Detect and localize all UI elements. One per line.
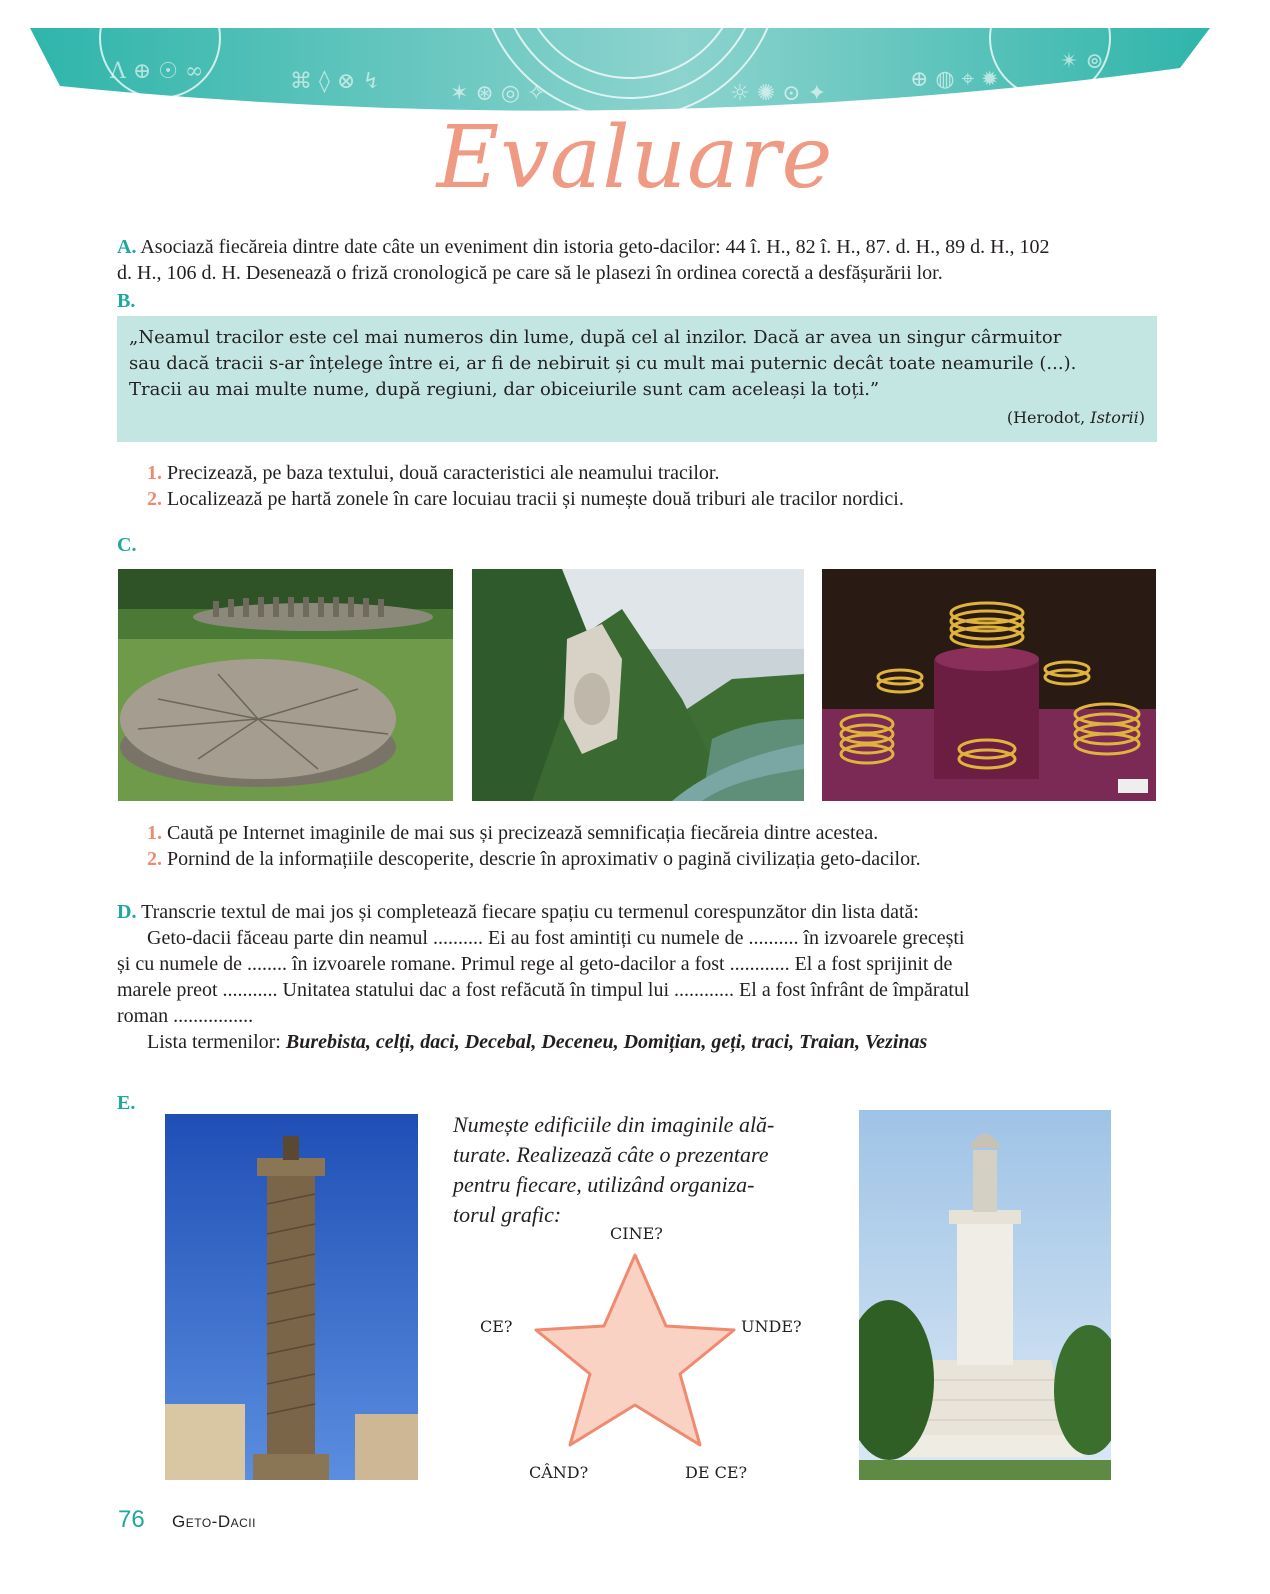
footer-section-title: Geto-Dacii [172,1512,256,1531]
photo-sarmizegetusa-sanctuary [118,569,453,801]
photo-decebal-rock-sculpture [472,569,804,801]
svg-text:Ʌ ⊕ ☉ ∞: Ʌ ⊕ ☉ ∞ [110,59,204,84]
section-b-items [147,460,1147,512]
quote-line1: „Neamul tracilor este cel mai numeros din lume, după cel al inzilor. Dacă ar avea un singur cârmuitor [129,327,1062,348]
section-d-label: D. [117,901,137,923]
photo-trajan-column [165,1114,418,1480]
terms-label: Lista termenilor: [147,1031,286,1053]
terms-values: Burebista, celți, daci, Decebal, Deceneu, Domițian, geți, traci, Traian, Vezinas [285,1031,928,1053]
item-number: 2. [147,488,162,510]
item-text: Localizează pe hartă zonele în care locuiau tracii și numește două triburi ale tracilor nordici. [167,488,904,510]
quote-line3: Tracii au mai multe nume, după regiuni, dar obiceiurile sunt cam aceleași la toți.” [129,379,880,400]
item-number: 1. [147,822,162,844]
instruction-line3: pentru fiecare, utilizând organiza- [453,1172,755,1197]
instruction-line1: Numește edificiile din imaginile ală- [453,1112,775,1137]
star-label-bottom-left: CÂND? [529,1463,589,1482]
svg-text:✴ ⊚: ✴ ⊚ [1060,49,1104,74]
list-item [147,820,1147,846]
list-item [147,460,1147,486]
svg-text:⊕ ◍ ⌖ ✹: ⊕ ◍ ⌖ ✹ [910,67,999,92]
section-c-items [147,820,1147,872]
section-a-line1: Asociază fiecăreia dintre date câte un eveniment din istoria geto-dacilor: 44 î. H., 82 î. H., 87. d. H., 89 d. H., 102 [140,236,1050,258]
page-title: Evaluare [436,108,834,208]
svg-text:✶ ⊛ ◎ ✧: ✶ ⊛ ◎ ✧ [450,81,546,106]
star-label-left: CE? [480,1317,513,1336]
instruction-line4: torul grafic: [453,1202,562,1227]
svg-text:☼ ✺ ⊙ ✦: ☼ ✺ ⊙ ✦ [730,81,827,106]
item-number: 1. [147,462,162,484]
section-d-line3: marele preot ........... Unitatea statului dac a fost refăcută în timpul lui ............ El a fost înfrânt de împăratul [117,979,970,1001]
section-e-instructions [453,1110,833,1230]
section-a-line2: d. H., 106 d. H. Desenează o friză cronologică pe care să le plasezi în ordinea corectă a desfășurării lor. [117,262,943,284]
section-d-line4: roman ................ [117,1005,254,1027]
page-number: 76 [118,1506,145,1533]
section-d-line1: Geto-dacii făceau parte din neamul .......... Ei au fost amintiți cu numele de .......... în izvoarele grecești [147,927,965,949]
source-title: Istorii [1090,408,1139,427]
quote-source [129,405,1145,431]
photo-dacian-gold-bracelets [822,569,1156,801]
svg-text:⌘ ◊ ⊗ ↯: ⌘ ◊ ⊗ ↯ [290,69,381,94]
item-text: Precizează, pe baza textului, două caracteristici ale neamului tracilor. [167,462,720,484]
instruction-line2: turate. Realizează câte o prezentare [453,1142,769,1167]
list-item [147,846,1147,872]
section-e-label: E. [117,1092,136,1114]
star-label-bottom-right: DE CE? [685,1463,748,1482]
star-label-top: CINE? [610,1224,663,1243]
quote-box [117,316,1157,442]
item-text: Caută pe Internet imaginile de mai sus și precizează semnificația fiecăreia dintre acestea. [167,822,879,844]
section-d-line2: și cu numele de ........ în izvoarele romane. Primul rege al geto-dacilor a fost ............ El a fost sprijinit de [117,953,953,975]
graphic-organizer-star [530,1250,740,1450]
item-text: Pornind de la informațiile descoperite, descrie în aproximativ o pagină civilizația geto-dacilor. [167,848,921,870]
item-number: 2. [147,848,162,870]
section-d [117,899,1167,1055]
section-d-intro: Transcrie textul de mai jos și completează fiecare spațiu cu termenul corespunzător din lista dată: [141,901,919,923]
terms-list [117,1029,1167,1055]
section-a [117,234,1157,286]
photo-tropaeum-traiani [859,1110,1111,1480]
star-label-right: UNDE? [741,1317,802,1336]
section-c-label: C. [117,534,137,556]
source-prefix: (Herodot, [1006,408,1091,427]
source-suffix: ) [1138,408,1145,427]
section-b-label: B. [117,290,136,312]
list-item [147,486,1147,512]
section-a-label: A. [117,236,137,258]
quote-line2: sau dacă tracii s-ar înțelege între ei, ar fi de nebiruit și cu mult mai puternic decât toate neamurile (...). [129,353,1077,374]
